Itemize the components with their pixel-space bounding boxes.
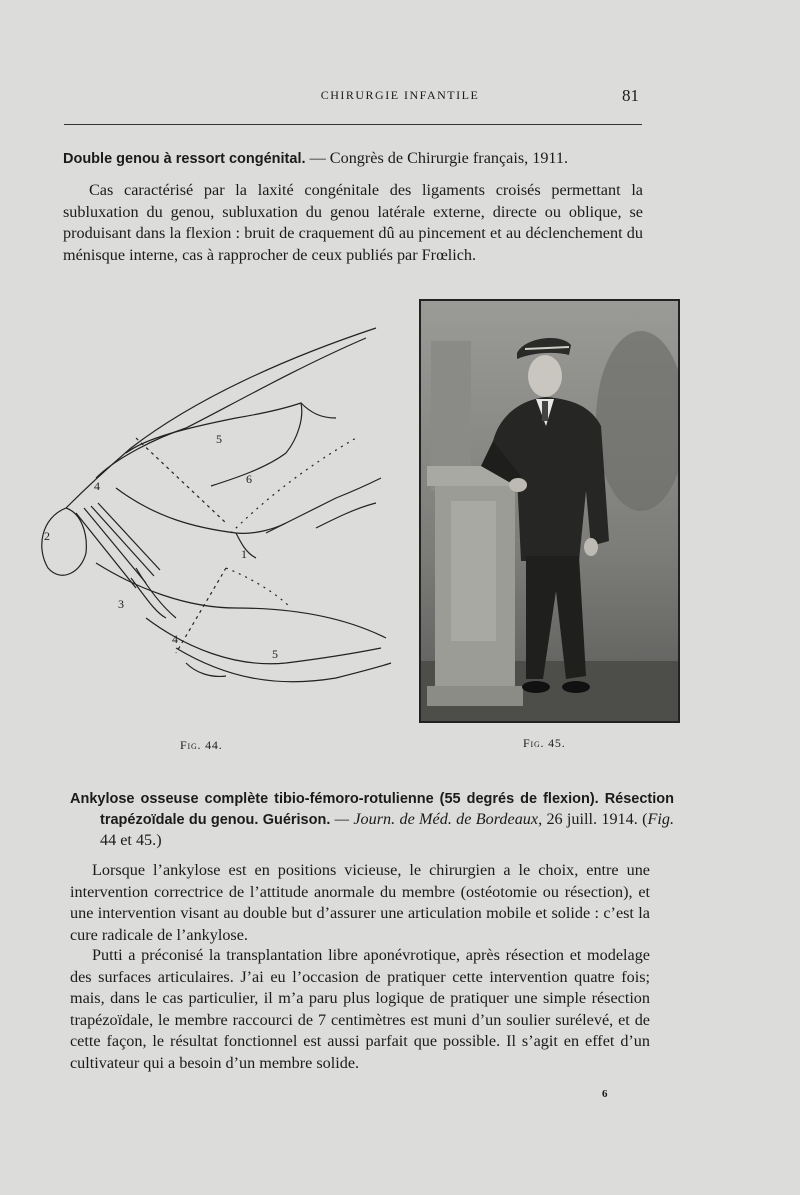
section1-heading: Double genou à ressort congénital. bbox=[63, 151, 306, 167]
section2-paragraph-1: Lorsque l’ankylose est en positions vicieuse, le chirurgien a le choix, entre une intervention correctrice de l’attitude anormale du membre (ostéotomie ou résection), et une intervention visant au double but d’assurer une articulation mobile et solide : c’est la cure radicale de l’ankylose. bbox=[70, 861, 650, 944]
section2-source-figs: 44 et 45.) bbox=[100, 831, 162, 849]
drawing-label: 5 bbox=[272, 647, 278, 661]
drawing-label: 2 bbox=[44, 529, 50, 543]
section1-source: — Congrès de Chirurgie français, 1911. bbox=[305, 149, 569, 167]
drawing-label: 5 bbox=[216, 432, 222, 446]
figure-45-caption: Fig. 45. bbox=[523, 736, 566, 750]
header-rule bbox=[64, 124, 642, 125]
section2-source-prefix: — Journ. de Méd. de Bordeaux, bbox=[330, 810, 543, 828]
section2-source-fig: Fig. bbox=[647, 810, 675, 828]
photo-image bbox=[421, 301, 678, 721]
section2-source-date: 26 juill. 1914. ( bbox=[542, 810, 648, 828]
drawing-label: 4 bbox=[172, 632, 178, 646]
drawing-label: 1 bbox=[241, 547, 247, 561]
signature-mark: 6 bbox=[602, 1088, 608, 1100]
drawing-label: 6 bbox=[246, 472, 252, 486]
section1-body: Cas caractérisé par la laxité congénitale des ligaments croisés permettant la subluxation du genou, subluxation du genou latérale externe, directe ou oblique, se produisant dans la flexion : bruit de craquement dû au pincement et au déclenchement du ménisque interne, cas à rapprocher de ceux publiés par Frœlich. bbox=[63, 181, 643, 264]
patient-photograph bbox=[419, 299, 680, 723]
drawing-label: 4 bbox=[94, 479, 100, 493]
drawing-label: 3 bbox=[118, 597, 124, 611]
section2-heading: Ankylose osseuse complète tibio-fémoro-rotulienne (55 degrés de flexion). Résection trapézoïdale du genou. Guérison. bbox=[70, 791, 674, 828]
section1-title-line bbox=[63, 148, 643, 171]
page-number: 81 bbox=[622, 86, 639, 105]
section2-title-block bbox=[70, 788, 674, 850]
section2-paragraph-2: Putti a préconisé la transplantation libre aponévrotique, après résection et modelage des surfaces articulaires. J’ai eu l’occasion de pratiquer cette intervention quatre fois; mais, dans le cas particulier, il m’a paru plus logique de pratiquer une simple résection trapézoïdale, le membre raccourci de 7 centimètres est muni d’un soulier surélevé, et de cette façon, le résultat fonctionnel est aussi parfait que possible. Il s’agit en effet d’un cultivateur qui a besoin d’un membre solide. bbox=[70, 946, 650, 1072]
knee-resection-drawing bbox=[36, 318, 396, 718]
running-head: CHIRURGIE INFANTILE bbox=[320, 88, 480, 102]
figure-44-caption: Fig. 44. bbox=[180, 738, 223, 752]
